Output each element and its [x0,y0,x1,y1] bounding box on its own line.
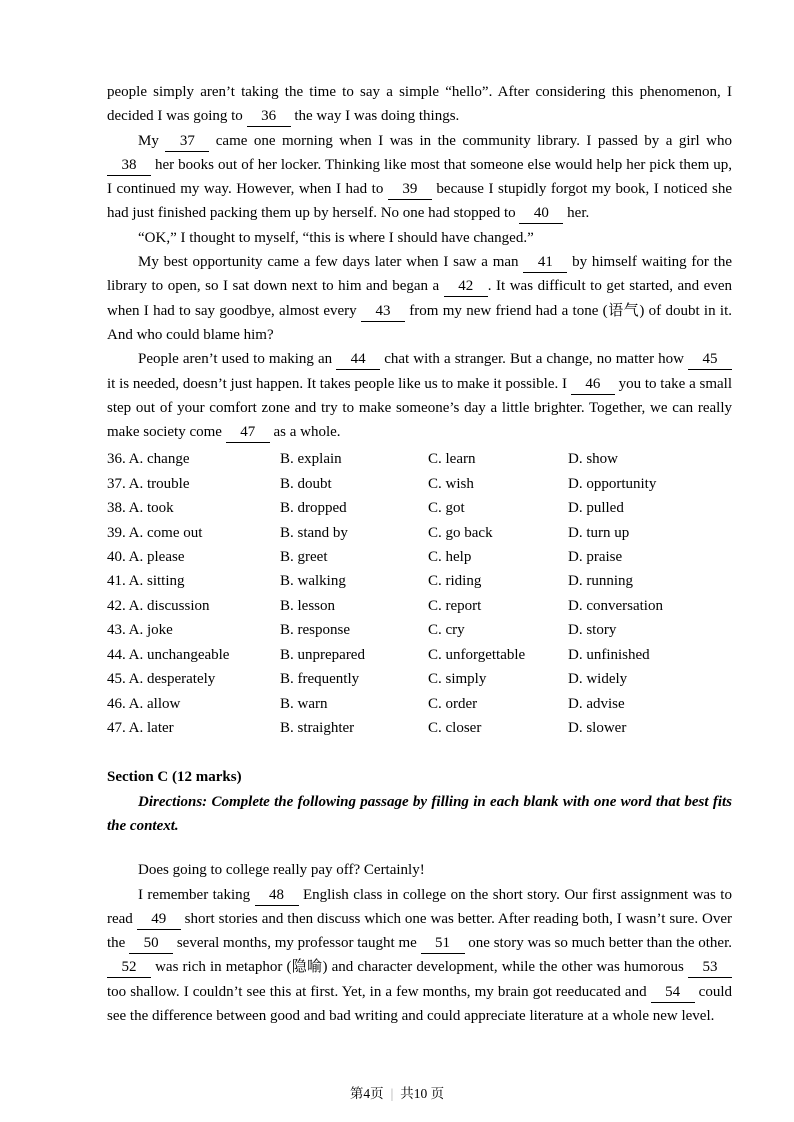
blank-50: 50 [129,934,173,954]
blank-47: 47 [226,423,270,443]
option-row-47 [107,716,732,740]
blank-43: 43 [361,302,405,322]
option-cell: B. lesson [280,597,336,614]
blank-45: 45 [688,350,732,370]
option-cell: B. explain [280,451,342,468]
option-row-41 [107,569,732,593]
option-row-46 [107,692,732,716]
option-row-42 [107,594,732,618]
section-c-heading: Section C (12 marks) [107,769,242,786]
option-cell: C. go back [428,524,493,541]
option-cell: B. frequently [280,671,360,688]
option-cell: B. stand by [280,524,348,541]
option-cell: D. story [568,622,617,639]
blank-46: 46 [571,375,615,395]
blank-49: 49 [137,910,181,930]
section-c-passage [107,858,732,1028]
option-cell: C. unforgettable [428,646,526,663]
option-cell: C. closer [428,719,482,736]
option-cell: C. got [428,500,465,517]
option-cell: 41. A. sitting [107,573,185,590]
footer-page-total: 共10 页 [400,1086,445,1101]
option-cell: C. simply [428,671,487,688]
option-cell: C. learn [428,451,476,468]
option-cell: 47. A. later [107,719,174,736]
footer-separator: | [390,1086,394,1101]
option-cell: C. help [428,549,472,566]
option-row-44 [107,643,732,667]
blank-53: 53 [688,958,732,978]
option-cell: B. warn [280,695,328,712]
option-cell: D. advise [568,695,625,712]
option-cell: B. straighter [280,719,355,736]
paragraph: Does going to college really pay off? Certainly! [138,862,425,879]
option-cell: 46. A. allow [107,695,181,712]
blank-39: 39 [388,180,432,200]
paragraph: People aren’t used to making an 44 chat with a stranger. But a change, no matter how 45 it is needed, doesn’t just happen. It takes people like us to make it possible. I 46 you to take a small step out of your comfort zone and try to make someone’s day a little brighter. Together, we can really make society come 47 as a whole. [107,347,732,444]
blank-37: 37 [165,132,209,152]
option-cell: D. pulled [568,500,624,517]
option-cell: 40. A. please [107,549,185,566]
option-cell: B. unprepared [280,646,365,663]
section-c-directions: Directions: Complete the following passage by filling in each blank with one word that best fits the context. [107,793,732,834]
option-cell: B. doubt [280,475,332,492]
option-cell: D. conversation [568,597,663,614]
option-row-43 [107,618,732,642]
option-cell: C. order [428,695,478,712]
option-row-45 [107,667,732,691]
blank-54: 54 [651,983,695,1003]
option-cell: B. greet [280,549,328,566]
option-cell: D. turn up [568,524,630,541]
option-cell: D. slower [568,719,627,736]
option-cell: B. walking [280,573,346,590]
blank-44: 44 [336,350,380,370]
option-cell: 39. A. come out [107,524,203,541]
cloze-options-table [107,447,732,740]
option-cell: C. cry [428,622,465,639]
option-row-39 [107,521,732,545]
option-cell: B. dropped [280,500,347,517]
blank-38: 38 [107,156,151,176]
option-row-38 [107,496,732,520]
option-cell: C. report [428,597,482,614]
blank-48: 48 [255,886,299,906]
blank-51: 51 [421,934,465,954]
option-row-40 [107,545,732,569]
option-cell: D. running [568,573,633,590]
blank-52: 52 [107,958,151,978]
option-cell: D. widely [568,671,628,688]
option-cell: D. unfinished [568,646,650,663]
option-cell: 38. A. took [107,500,174,517]
option-cell: B. response [280,622,350,639]
paragraph: I remember taking 48 English class in college on the short story. Our first assignment was to read 49 short stories and then discuss which one was better. After reading both, I wasn’t sure. Over the 50 several months, my professor taught me 51 one story was so much better than the other. 52 was rich in metaphor (隐喻) and character development, while the other was humorous 53 too shallow. I couldn’t see this at first. Yet, in a few months, my brain got reeducated and 54 could see the difference between good and bad writing and could appreciate literature at a whole new level. [107,886,732,1024]
option-cell: D. show [568,451,619,468]
option-cell: 44. A. unchangeable [107,646,230,663]
paragraph: My 37 came one morning when I was in the community library. I passed by a girl who 38 her books out of her locker. Thinking like most that someone else would help her pick them up, I continued my way. However, when I had to 39 because I stupidly forgot my book, I noticed she had just finished packing them up by herself. No one had stopped to 40 her. [107,129,732,226]
paragraph: people simply aren’t taking the time to say a simple “hello”. After considering this phenomenon, I decided I was going to 36 the way I was doing things. [107,80,732,129]
blank-42: 42 [444,277,488,297]
option-cell: 42. A. discussion [107,597,210,614]
footer-page-number: 第4页 [349,1086,384,1101]
paragraph: My best opportunity came a few days later when I saw a man 41 by himself waiting for the library to open, so I sat down next to him and began a 42 . It was difficult to get started, and even when I had to say goodbye, almost every 43 from my new friend had a tone (语气) of doubt in it. And who could blame him? [107,254,732,343]
blank-36: 36 [247,107,291,127]
page-footer [0,1082,794,1102]
blank-41: 41 [523,253,567,273]
option-row-36 [107,447,732,471]
option-cell: 45. A. desperately [107,671,216,688]
option-cell: 37. A. trouble [107,475,190,492]
paragraph: “OK,” I thought to myself, “this is where I should have changed.” [138,229,534,246]
option-cell: 36. A. change [107,451,190,468]
option-cell: 43. A. joke [107,622,173,639]
cloze-passage [107,80,732,444]
option-cell: C. wish [428,475,474,492]
option-cell: D. praise [568,549,623,566]
option-cell: D. opportunity [568,475,657,492]
option-cell: C. riding [428,573,482,590]
blank-40: 40 [519,204,563,224]
option-row-37 [107,472,732,496]
